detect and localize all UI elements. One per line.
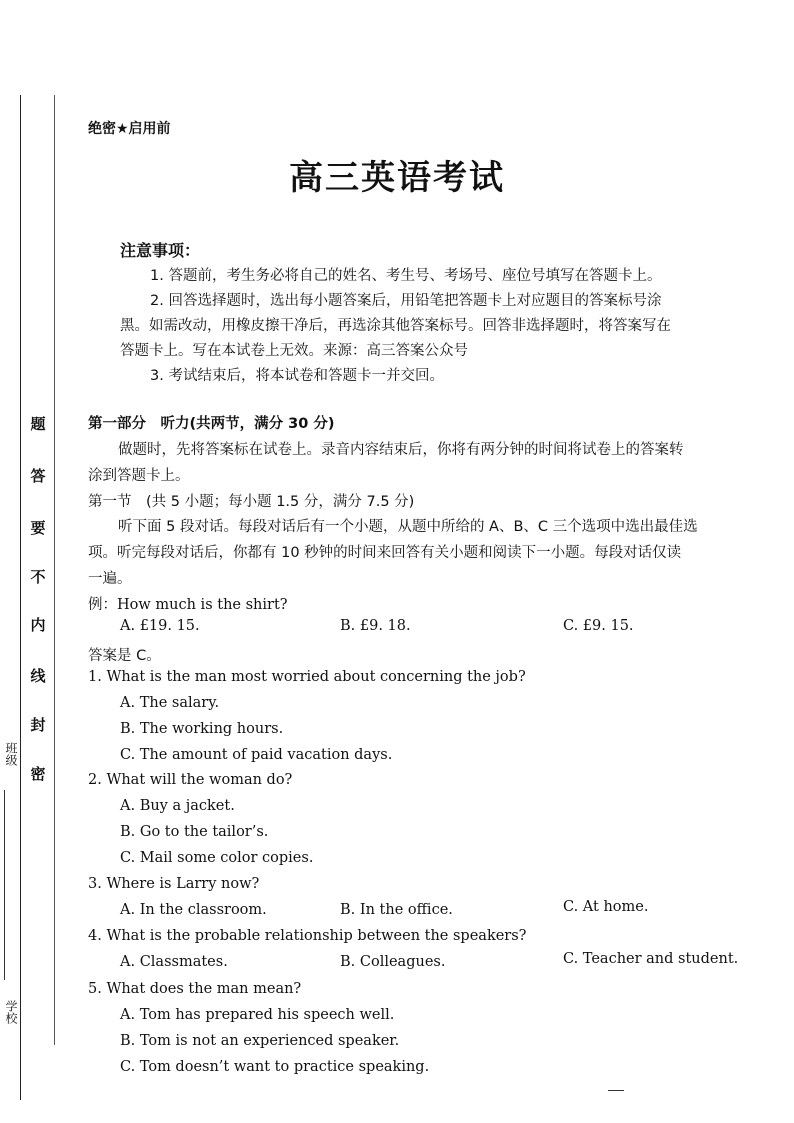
section1-heading: 第一节 (共 5 小题；每小题 1.5 分，满分 7.5 分)	[88, 494, 415, 510]
q1-option-c: C. The amount of paid vacation days.	[120, 747, 393, 763]
q2-option-b: B. Go to the tailor’s.	[120, 824, 269, 840]
q2-option-a: A. Buy a jacket.	[120, 798, 235, 814]
seal-char: 要	[30, 519, 46, 537]
q4-option-a: A. Classmates.	[120, 954, 228, 970]
page-mark	[608, 1090, 624, 1091]
q4-option-b: B. Colleagues.	[340, 954, 446, 970]
part1-instruction: 涂到答题卡上。	[88, 468, 190, 484]
question-4: 4. What is the probable relationship between the speakers?	[88, 928, 527, 944]
q5-option-a: A. Tom has prepared his speech well.	[120, 1007, 395, 1023]
binding-line	[20, 95, 21, 1100]
question-3: 3. Where is Larry now?	[88, 876, 260, 892]
question-5: 5. What does the man mean?	[88, 981, 302, 997]
seal-char: 题	[30, 415, 46, 433]
notice-item: 黑。如需改动，用橡皮擦干净后，再选涂其他答案标号。回答非选择题时，将答案写在	[120, 318, 671, 334]
example-option-b: B. £9. 18.	[340, 618, 411, 634]
notice-item: 答题卡上。写在本试卷上无效。来源：高三答案公众号	[120, 343, 468, 359]
seal-char: 封	[30, 716, 46, 734]
seal-char: 不	[30, 568, 46, 586]
example-option-c: C. £9. 15.	[563, 618, 634, 634]
exam-title: 高三英语考试	[289, 158, 505, 198]
class-field-blank[interactable]	[4, 790, 5, 980]
q2-option-c: C. Mail some color copies.	[120, 850, 314, 866]
section1-instruction: 项。听完每段对话后，你都有 10 秒钟的时间来回答有关小题和阅读下一小题。每段对话仅读	[88, 545, 682, 561]
q5-option-c: C. Tom doesn’t want to practice speaking.	[120, 1059, 430, 1075]
part1-heading: 第一部分 听力(共两节，满分 30 分)	[88, 416, 335, 432]
notice-heading: 注意事项：	[120, 241, 201, 260]
binding-inner-line	[54, 95, 55, 1045]
q3-option-b: B. In the office.	[340, 902, 453, 918]
seal-char: 内	[30, 616, 46, 634]
seal-char: 线	[30, 667, 46, 685]
q4-option-c: C. Teacher and student.	[563, 951, 739, 967]
example-question: 例：How much is the shirt?	[88, 597, 288, 613]
seal-char: 答	[30, 467, 46, 485]
notice-item: 3. 考试结束后，将本试卷和答题卡一并交回。	[150, 368, 444, 384]
section1-instruction: 一遍。	[88, 571, 132, 587]
q1-option-a: A. The salary.	[120, 695, 220, 711]
section1-instruction: 听下面 5 段对话。每段对话后有一个小题，从题中所给的 A、B、C 三个选项中选出最佳选	[118, 519, 698, 535]
notice-item: 2. 回答选择题时，选出每小题答案后，用铅笔把答题卡上对应题目的答案标号涂	[150, 293, 662, 309]
q3-option-a: A. In the classroom.	[120, 902, 267, 918]
example-option-a: A. £19. 15.	[120, 618, 200, 634]
question-2: 2. What will the woman do?	[88, 772, 293, 788]
question-1: 1. What is the man most worried about concerning the job?	[88, 669, 526, 685]
part1-instruction: 做题时，先将答案标在试卷上。录音内容结束后，你将有两分钟的时间将试卷上的答案转	[118, 442, 684, 458]
notice-item: 1. 答题前，考生务必将自己的姓名、考生号、考场号、座位号填写在答题卡上。	[150, 268, 662, 284]
q1-option-b: B. The working hours.	[120, 721, 284, 737]
q3-option-c: C. At home.	[563, 899, 649, 915]
q5-option-b: B. Tom is not an experienced speaker.	[120, 1033, 400, 1049]
seal-char: 密	[30, 765, 46, 783]
example-answer: 答案是 C。	[88, 648, 161, 664]
class-field-label: 班级	[4, 742, 18, 766]
school-field-label: 学校	[4, 1000, 18, 1024]
secret-mark: 绝密★启用前	[88, 121, 171, 137]
